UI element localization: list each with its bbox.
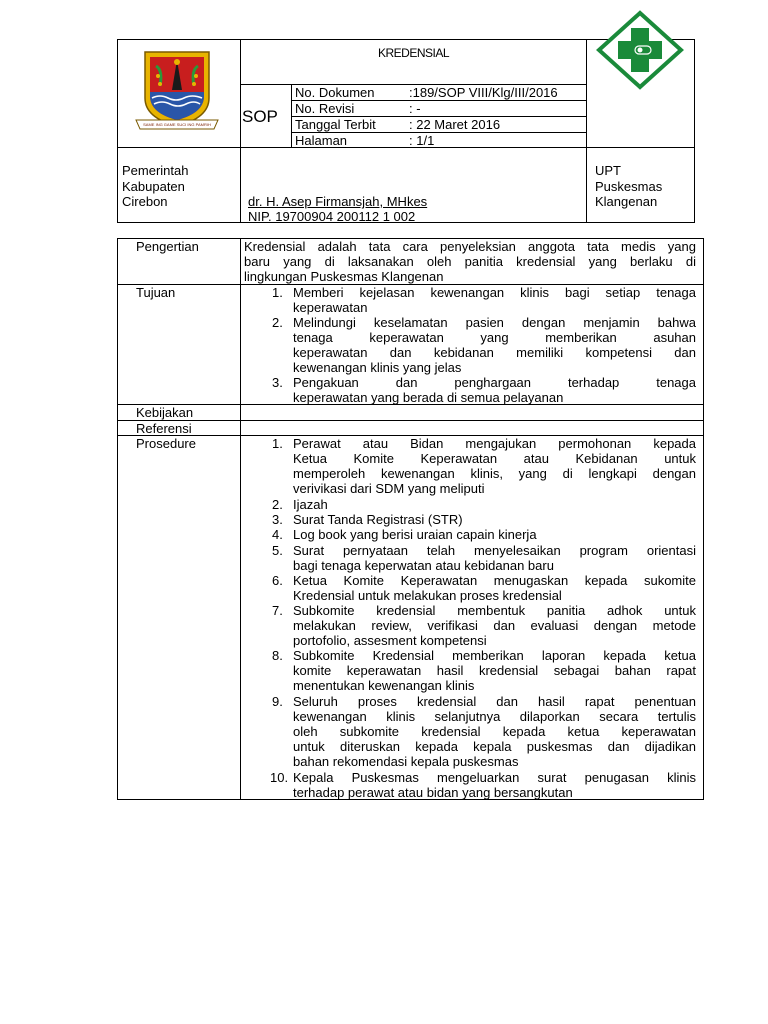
list-item-number: 6. bbox=[272, 573, 283, 588]
list-item-number: 3. bbox=[272, 375, 283, 390]
list-item-number: 2. bbox=[272, 315, 283, 330]
signer-nip: NIP. 19700904 200112 1 002 bbox=[248, 209, 416, 224]
list-item-line: bahan rekomendasi kepala puskesmas bbox=[293, 754, 519, 769]
list-item-line: Log book yang berisi uraian capain kinerja bbox=[293, 527, 537, 542]
list-item-number: 10. bbox=[270, 770, 289, 785]
meta-label-no-revisi: No. Revisi bbox=[295, 101, 355, 116]
pengertian-line: baru yang di laksanakan oleh panitia kredensial yang berlaku di bbox=[244, 254, 696, 269]
list-item-number: 8. bbox=[272, 648, 283, 663]
list-item-line: Subkomite Kredensial memberikan laporan kepada ketua bbox=[293, 648, 696, 663]
list-item-line: Perawat atau Bidan mengajukan permohonan kepada bbox=[293, 436, 696, 451]
list-item-line: tenaga keperawatan yang memberikan asuhan bbox=[293, 330, 696, 345]
list-item-line: kewenangan klinis selanjutnya dilaporkan secara tertulis bbox=[293, 709, 696, 724]
pengertian-line: Kredensial adalah tata cara penyeleksian anggota tata medis yang bbox=[244, 239, 696, 254]
row-label-referensi: Referensi bbox=[136, 421, 192, 436]
list-item-line: keperawatan bbox=[293, 300, 368, 315]
regency-seal-logo bbox=[130, 46, 224, 136]
list-item-line: menentukan kewenangan klinis bbox=[293, 678, 475, 693]
list-item-number: 3. bbox=[272, 512, 283, 527]
meta-label-no-dokumen: No. Dokumen bbox=[295, 85, 375, 100]
list-item-line: Memberi kejelasan kewenangan klinis bagi setiap tenaga bbox=[293, 285, 696, 300]
meta-value-halaman: : 1/1 bbox=[409, 133, 435, 148]
list-item-line: Kredensial untuk melakukan proses kredensial bbox=[293, 588, 562, 603]
right-org-line-2: Puskesmas bbox=[595, 179, 663, 194]
list-item-line: Subkomite kredensial membentuk panitia adhok untuk bbox=[293, 603, 696, 618]
sop-label: SOP bbox=[242, 107, 278, 126]
signer-name: dr. H. Asep Firmansjah, MHkes bbox=[248, 194, 428, 209]
list-item-number: 1. bbox=[272, 285, 283, 300]
list-item-line: keperawatan dan kebidanan memiliki kompetensi dan bbox=[293, 345, 696, 360]
left-org-line-1: Pemerintah bbox=[122, 163, 189, 178]
list-item-line: Pengakuan dan penghargaan terhadap tenaga bbox=[293, 375, 696, 390]
list-item-line: komite keperawatan hasil kredensial sebagai bahan rapat bbox=[293, 663, 696, 678]
list-item-line: kewenangan klinis yang jelas bbox=[293, 360, 462, 375]
document-title: KREDENSIAL bbox=[377, 46, 450, 60]
list-item-number: 7. bbox=[272, 603, 283, 618]
list-item-line: Kepala Puskesmas mengeluarkan surat penugasan klinis bbox=[293, 770, 696, 785]
list-item-line: verivikasi dari SDM yang meliputi bbox=[293, 481, 485, 496]
meta-value-no-revisi: : - bbox=[409, 101, 421, 116]
list-item-number: 5. bbox=[272, 543, 283, 558]
list-item-number: 4. bbox=[272, 527, 283, 542]
left-org-line-2: Kabupaten bbox=[122, 179, 185, 194]
list-item-number: 2. bbox=[272, 497, 283, 512]
list-item-line: Melindungi keselamatan pasien dengan menjamin bahwa bbox=[293, 315, 696, 330]
row-label-prosedure: Prosedure bbox=[136, 436, 196, 451]
seal-motto: SAME ING GAME SUCI ING PAMRIH bbox=[143, 122, 211, 127]
right-org-line-1: UPT bbox=[595, 163, 621, 178]
row-label-kebijakan: Kebijakan bbox=[136, 405, 194, 420]
list-item-number: 1. bbox=[272, 436, 283, 451]
list-item-line: Ketua Komite Keperawatan atau Kebidanan untuk bbox=[293, 451, 696, 466]
meta-label-halaman: Halaman bbox=[295, 133, 348, 148]
row-label-pengertian: Pengertian bbox=[136, 239, 199, 254]
list-item-line: Seluruh proses kredensial dan hasil rapat penentuan bbox=[293, 694, 696, 709]
puskesmas-logo bbox=[595, 10, 685, 90]
row-label-tujuan: Tujuan bbox=[136, 285, 176, 300]
list-item-line: portofolio, assesment kompetensi bbox=[293, 633, 487, 648]
list-item-number: 9. bbox=[272, 694, 283, 709]
left-org-line-3: Cirebon bbox=[122, 194, 168, 209]
list-item-line: Surat pernyataan telah menyelesaikan program orientasi bbox=[293, 543, 696, 558]
list-item-line: Ijazah bbox=[293, 497, 328, 512]
list-item-line: oleh subkomite kredensial kepada ketua keperawatan bbox=[293, 724, 696, 739]
list-item-line: terhadap perawat atau bidan yang bersangkutan bbox=[293, 785, 573, 800]
list-item-line: keperawatan yang berada di semua pelayanan bbox=[293, 390, 564, 405]
pengertian-line: lingkungan Puskesmas Klangenan bbox=[244, 269, 444, 284]
meta-label-tanggal-terbit: Tanggal Terbit bbox=[295, 117, 376, 132]
list-item-line: bagi tenaga keperwatan atau kebidanan baru bbox=[293, 558, 554, 573]
right-org-line-3: Klangenan bbox=[595, 194, 658, 209]
meta-value-no-dokumen: :189/SOP VIII/Klg/III/2016 bbox=[409, 85, 558, 100]
list-item-line: untuk diteruskan kepada kepala puskesmas dan dijadikan bbox=[293, 739, 696, 754]
list-item-line: Ketua Komite Keperawatan menugaskan kepada sukomite bbox=[293, 573, 696, 588]
list-item-line: Surat Tanda Registrasi (STR) bbox=[293, 512, 463, 527]
meta-value-tanggal-terbit: : 22 Maret 2016 bbox=[409, 117, 501, 132]
list-item-line: melakukan review, verifikasi dan evaluasi dengan metode bbox=[293, 618, 696, 633]
list-item-line: memperoleh kewenangan klinis, yang di lengkapi dengan bbox=[293, 466, 696, 481]
